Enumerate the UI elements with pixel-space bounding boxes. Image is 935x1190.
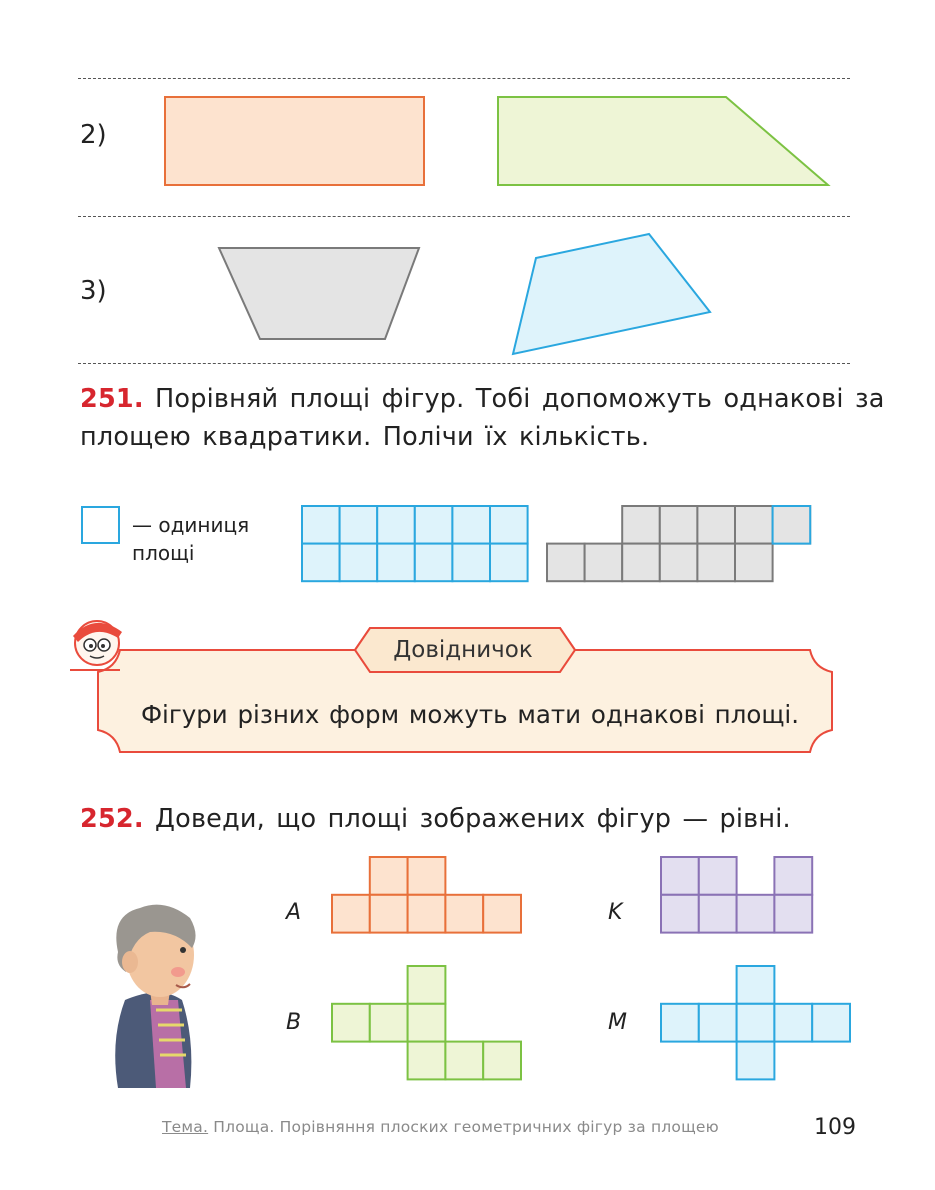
figure-m-cell — [737, 1042, 775, 1080]
task-text-line1: Порівняй площі фігур. Тобі допоможуть однакові за — [155, 384, 885, 414]
gray-grid-cell — [622, 544, 660, 582]
figure-b-cell — [445, 1042, 483, 1080]
gray-trapezoid — [219, 248, 419, 339]
task-number: 252. — [80, 804, 144, 834]
figure-m-cell — [661, 1004, 699, 1042]
figure-m-cell — [699, 1004, 737, 1042]
unit-square — [82, 507, 119, 543]
blue-grid-cell — [415, 506, 453, 544]
figure-b-cell — [408, 966, 446, 1004]
figure-b-cell — [332, 1004, 370, 1042]
gray-grid-cell — [773, 506, 811, 544]
blue-grid-cell — [452, 544, 490, 582]
task-252 — [80, 800, 791, 838]
figure-k-cell — [774, 857, 812, 895]
footer-tema-label: Тема. — [162, 1118, 209, 1136]
figure-a-cell — [408, 857, 446, 895]
blue-grid-cell — [340, 506, 378, 544]
figure-k-cell — [699, 895, 737, 933]
blue-grid-cell — [490, 544, 528, 582]
gray-grid-cell — [735, 544, 773, 582]
figure-k-cell — [774, 895, 812, 933]
blue-grid-cell — [452, 506, 490, 544]
figure-k-cell — [737, 895, 775, 933]
figure-m-cell — [812, 1004, 850, 1042]
row-label-3: 3) — [80, 276, 107, 306]
gray-grid-cell — [735, 506, 773, 544]
footer-text: Площа. Порівняння плоских геометричних фігур за площею — [213, 1118, 719, 1136]
task-number: 251. — [80, 384, 144, 414]
figure-letter-k: K — [608, 900, 623, 925]
gray-grid-cell — [585, 544, 623, 582]
gray-grid-cell — [697, 544, 735, 582]
note-body: Фігури різних форм можуть мати однакові площі. — [140, 700, 800, 729]
gray-grid-cell — [660, 544, 698, 582]
unit-label-line1: — одиниця — [132, 513, 250, 537]
task-text: Доведи, що площі зображених фігур — рівні. — [155, 804, 791, 834]
figure-a-cell — [370, 857, 408, 895]
task251-grids — [302, 506, 810, 581]
blue-grid-cell — [302, 506, 340, 544]
figure-m-cell — [737, 1004, 775, 1042]
figure-b-cell — [408, 1042, 446, 1080]
blue-grid-cell — [340, 544, 378, 582]
unit-label-line2: площі — [132, 541, 195, 565]
figure-letter-b: B — [286, 1010, 302, 1035]
task-text-line2: площею квадратики. Полічи їх кількість. — [80, 422, 650, 452]
green-trapezoid — [498, 97, 828, 185]
figure-letter-m: M — [608, 1010, 627, 1035]
figure-b-cell — [483, 1042, 521, 1080]
figure-b-cell — [370, 1004, 408, 1042]
figure-a-cell — [483, 895, 521, 933]
task-251 — [80, 380, 885, 456]
note-title: Довідничок — [393, 637, 533, 663]
figure-a-cell — [408, 895, 446, 933]
blue-grid-cell — [415, 544, 453, 582]
figure-a-cell — [445, 895, 483, 933]
blue-grid-cell — [490, 506, 528, 544]
figure-letter-a: A — [286, 900, 302, 925]
gray-grid-cell — [622, 506, 660, 544]
gray-grid-cell — [547, 544, 585, 582]
figure-m-cell — [737, 966, 775, 1004]
figure-k-cell — [699, 857, 737, 895]
blue-grid-cell — [302, 544, 340, 582]
gray-grid-cell — [660, 506, 698, 544]
figure-a-cell — [370, 895, 408, 933]
figure-k-cell — [661, 895, 699, 933]
figure-b-cell — [408, 1004, 446, 1042]
unit-label — [132, 511, 249, 567]
page-number: 109 — [814, 1115, 856, 1140]
blue-grid-cell — [377, 544, 415, 582]
orange-rectangle — [165, 97, 424, 185]
figure-k-cell — [661, 857, 699, 895]
row-label-2: 2) — [80, 120, 107, 150]
blue-grid-cell — [377, 506, 415, 544]
figure-a-cell — [332, 895, 370, 933]
figure-m-cell — [774, 1004, 812, 1042]
gray-grid-cell — [697, 506, 735, 544]
footer-topic — [162, 1118, 719, 1136]
task252-grids — [332, 857, 850, 1079]
blue-quadrilateral — [513, 234, 710, 354]
child-illustration — [115, 905, 195, 1088]
